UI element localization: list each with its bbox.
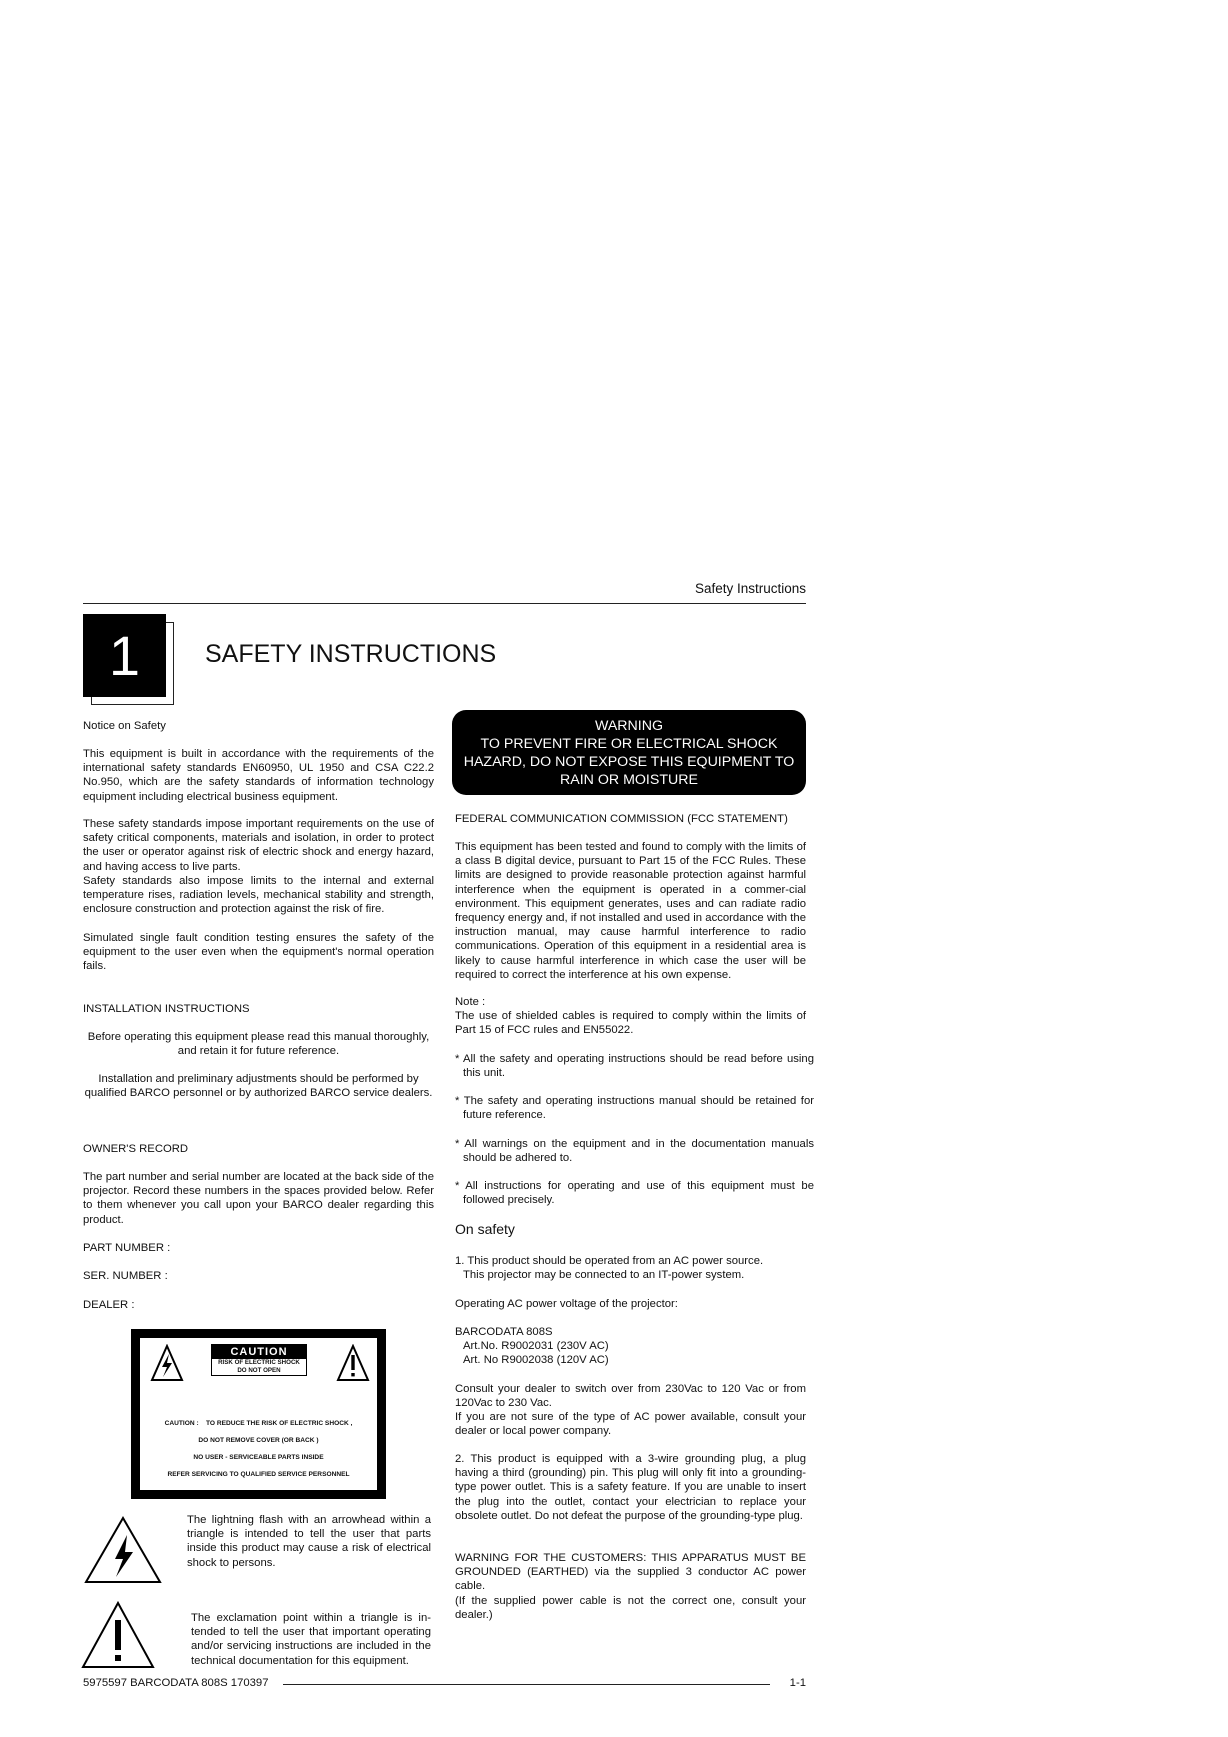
notice-paragraph-2: These safety standards impose important requirements on the use of safety critical components, materials and isolation, in order to protect the user or operator against risk of electric shock and energy hazard, and having access to live parts. <box>83 818 434 873</box>
notice-heading: Notice on Safety <box>83 720 166 732</box>
caution-line-2: DO NOT REMOVE COVER (OR BACK ) <box>198 1437 319 1444</box>
owner-heading: OWNER'S RECORD <box>83 1143 189 1155</box>
install-paragraph-2: Installation and preliminary adjustments should be performed by qualified BARCO personnel or by authorized BARCO service dealers. <box>84 1073 433 1100</box>
install-paragraph-1: Before operating this equipment please read this manual thoroughly, and retain it for future reference. <box>87 1031 430 1058</box>
fcc-heading: FEDERAL COMMUNICATION COMMISSION (FCC STATEMENT) <box>455 813 788 825</box>
safety-1-line-2: This projector may be connected to an IT-power system. <box>463 1269 745 1281</box>
on-safety-heading: On safety <box>455 1221 515 1237</box>
chapter-title: SAFETY INSTRUCTIONS <box>205 640 497 668</box>
note-paragraph: The use of shielded cables is required to comply within the limits of Part 15 of FCC rules and EN55022. <box>455 1010 806 1037</box>
notice-paragraph-1: This equipment is built in accordance with the requirements of the international safety standards EN60950, UL 1950 and CSA C22.2 No.950, which are the safety standards of information technology equipment including electrical business equipment. <box>83 748 434 803</box>
voltage-label: Operating AC power voltage of the projector: <box>455 1298 678 1310</box>
footer-rule <box>283 1684 770 1685</box>
warning-customers: WARNING FOR THE CUSTOMERS: THIS APPARATUS MUST BE GROUNDED (EARTHED) via the supplied 3 conductor AC power cable. <box>455 1552 806 1593</box>
footer <box>83 1677 806 1695</box>
warning-line-1: WARNING <box>594 718 664 734</box>
warning-box <box>452 710 806 795</box>
warning-line-2: TO PREVENT FIRE OR ELECTRICAL SHOCK <box>480 736 778 752</box>
bullet-4: * All instructions for operating and use of this equipment must be followed precisely. <box>455 1180 814 1207</box>
caution-line-3: NO USER - SERVICEABLE PARTS INSIDE <box>193 1454 324 1461</box>
safety-1-line-1: 1. This product should be operated from an AC power source. <box>455 1255 764 1267</box>
caution-sub-2: DO NOT OPEN <box>237 1367 281 1374</box>
exclamation-symbol-icon <box>80 1600 156 1670</box>
owner-paragraph: The part number and serial number are located at the back side of the projector. Record these numbers in the spaces provided below. Refer to them whenever you call upon your BARCO dealer regarding this product. <box>83 1171 434 1226</box>
footer-doc-id: 5975597 BARCODATA 808S 170397 <box>83 1677 274 1689</box>
ser-number-label: SER. NUMBER : <box>83 1270 168 1282</box>
art-number-1: Art.No. R9002031 (230V AC) <box>463 1340 609 1352</box>
lightning-triangle-icon <box>150 1344 184 1382</box>
part-number-label: PART NUMBER : <box>83 1242 171 1254</box>
install-heading: INSTALLATION INSTRUCTIONS <box>83 1003 250 1015</box>
caution-line-1: CAUTION : TO REDUCE THE RISK OF ELECTRIC SHOCK , <box>164 1420 353 1427</box>
consult-paragraph-2: If you are not sure of the type of AC power available, consult your dealer or local power company. <box>455 1411 806 1438</box>
notice-paragraph-4: Simulated single fault condition testing ensures the safety of the equipment to the user even when the equipment's normal operation fails. <box>83 932 434 973</box>
art-number-2: Art. No R9002038 (120V AC) <box>463 1354 609 1366</box>
safety-2-paragraph: 2. This product is equipped with a 3-wire grounding plug, a plug having a third (grounding) pin. This plug will only fit into a grounding-type power outlet. This is a safety feature. If you are unable to insert the plug into the outlet, contact your electrician to replace your obsolete outlet. Do not defeat the purpose of the grounding-type plug. <box>455 1453 806 1522</box>
bullet-3: * All warnings on the equipment and in the documentation manuals should be adhered to. <box>455 1138 814 1165</box>
caution-title: CAUTION <box>212 1345 306 1359</box>
caution-line-4: REFER SERVICING TO QUALIFIED SERVICE PERSONNEL <box>167 1471 350 1478</box>
fcc-paragraph: This equipment has been tested and found to comply with the limits of a class B digital device, pursuant to Part 15 of the FCC Rules. These limits are designed to provide reasonable protection against harmful interference when the equipment is operated in a commer-cial environment. This equipment generates, uses and can radiate radio frequency energy and, if not installed and used in accordance with the instruction manual, may cause harmful interference to radio communications. Operation of this equipment in a residential area is likely to cause harmful interference in which case the user will be required to correct the interference at his own expense. <box>455 841 806 981</box>
consult-paragraph-1: Consult your dealer to switch over from 230Vac to 120 Vac or from 120Vac to 230 Vac. <box>455 1383 806 1410</box>
running-header <box>83 573 806 604</box>
footer-page-number: 1-1 <box>789 1677 806 1689</box>
caution-header <box>211 1344 307 1376</box>
warning-line-4: RAIN OR MOISTURE <box>560 772 698 788</box>
warning-line-3: HAZARD, DO NOT EXPOSE THIS EQUIPMENT TO <box>463 754 795 770</box>
running-title: Safety Instructions <box>694 581 806 596</box>
bullet-2: * The safety and operating instructions manual should be retained for future reference. <box>455 1095 814 1122</box>
product-name: BARCODATA 808S <box>455 1326 553 1338</box>
lightning-symbol-icon <box>83 1515 163 1585</box>
lightning-symbol-text: The lightning flash with an arrowhead within a triangle is intended to tell the user that parts inside this product may cause a risk of electrical shock to persons. <box>187 1514 431 1569</box>
caution-sub-1: RISK OF ELECTRIC SHOCK <box>218 1359 300 1366</box>
caution-label <box>131 1329 386 1499</box>
cable-paragraph: (If the supplied power cable is not the correct one, consult your dealer.) <box>455 1595 806 1622</box>
exclamation-triangle-icon <box>336 1344 370 1382</box>
dealer-label: DEALER : <box>83 1299 135 1311</box>
note-label: Note : <box>455 996 486 1008</box>
chapter-number: 1 <box>108 624 141 687</box>
notice-paragraph-3: Safety standards also impose limits to the internal and external temperature rises, radiation levels, mechanical stability and strength, enclosure construction and protection against the risk of fire. <box>83 875 434 916</box>
bullet-1: * All the safety and operating instructions should be read before using this unit. <box>455 1053 814 1080</box>
chapter-box-fill <box>83 614 166 697</box>
chapter-number-box <box>83 614 166 699</box>
caution-label-inner <box>140 1338 377 1490</box>
exclamation-symbol-text: The exclamation point within a triangle is in-tended to tell the user that important operating and/or servicing instructions are included in the technical documentation for this equipment. <box>191 1612 431 1667</box>
